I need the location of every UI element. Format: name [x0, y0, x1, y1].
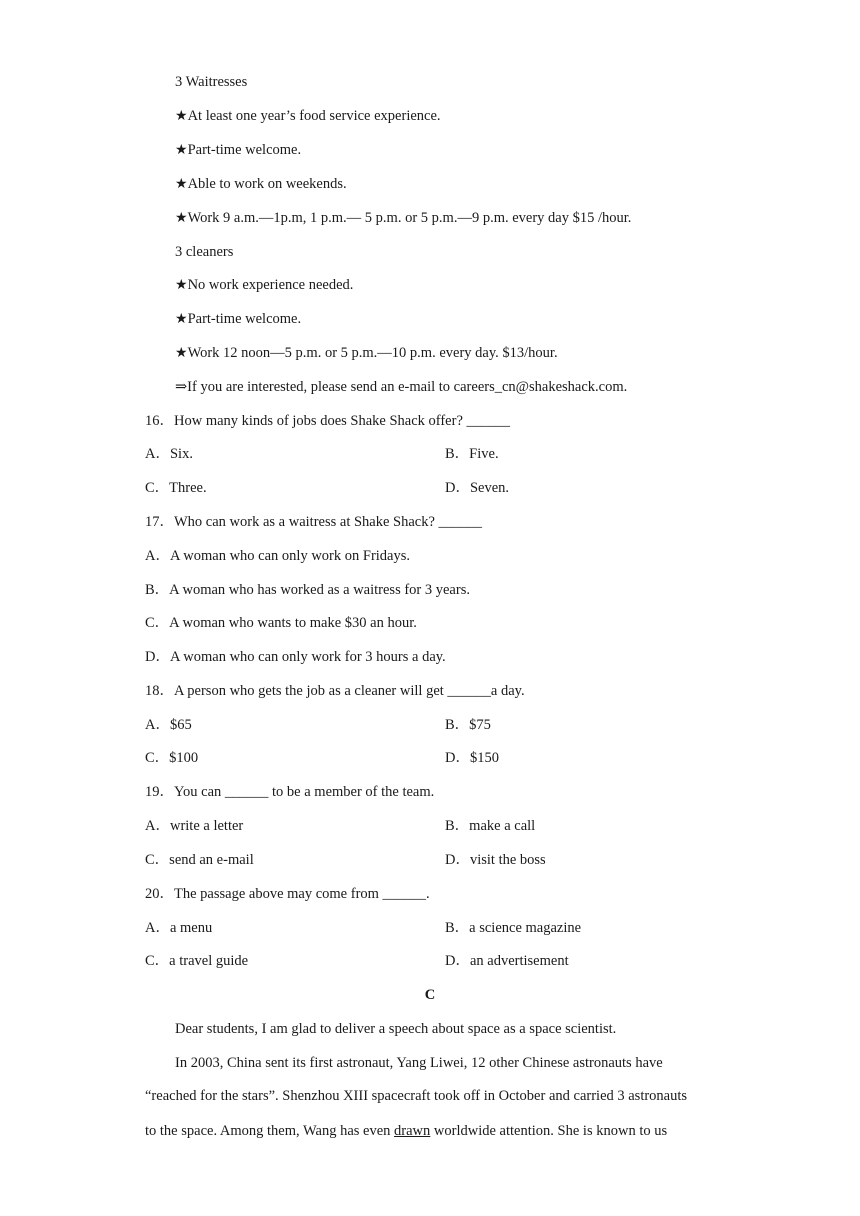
answer-option: A．write a letter: [145, 818, 244, 834]
answer-option: B．A woman who has worked as a waitress for 3 years.: [145, 582, 470, 598]
cleaner-requirement: ★Part-time welcome.: [175, 311, 302, 327]
question-stem: 19．You can ______ to be a member of the team.: [145, 784, 435, 800]
answer-option: A．a menu: [145, 920, 213, 936]
star-bullet-icon: ★: [175, 108, 188, 124]
star-bullet-icon: ★: [175, 210, 188, 226]
contact-line: ⇒If you are interested, please send an e-mail to careers_cn@shakeshack.com.: [175, 379, 628, 395]
question-stem: 16．How many kinds of jobs does Shake Shack offer? ______: [145, 413, 510, 429]
cleaner-requirement: ★Work 12 noon—5 p.m. or 5 p.m.—10 p.m. every day. $13/hour.: [175, 345, 558, 361]
waitress-requirement: ★Part-time welcome.: [175, 142, 302, 158]
passage-line: In 2003, China sent its first astronaut, Yang Liwei, 12 other Chinese astronauts have: [175, 1055, 663, 1071]
waitress-requirement: ★Able to work on weekends.: [175, 176, 347, 192]
cleaner-heading: 3 cleaners: [175, 244, 234, 260]
answer-option: C．a travel guide: [145, 953, 249, 969]
waitress-requirement: ★Work 9 a.m.—1p.m, 1 p.m.— 5 p.m. or 5 p.m.—9 p.m. every day $15 /hour.: [175, 210, 632, 226]
question-stem: 17．Who can work as a waitress at Shake Shack? ______: [145, 514, 483, 530]
section-title: C: [424, 987, 436, 1003]
answer-option: D．visit the boss: [445, 852, 546, 868]
answer-option: A．A woman who can only work on Fridays.: [145, 548, 411, 564]
answer-option: C．send an e-mail: [145, 852, 254, 868]
answer-option: D．an advertisement: [445, 953, 569, 969]
answer-option: B．a science magazine: [445, 920, 582, 936]
star-bullet-icon: ★: [175, 142, 188, 158]
answer-option: C．$100: [145, 750, 199, 766]
passage-line: “reached for the stars”. Shenzhou XIII spacecraft took off in October and carried 3 astronauts: [145, 1088, 688, 1104]
cleaner-requirement: ★No work experience needed.: [175, 277, 354, 293]
answer-option: A．$65: [145, 717, 192, 733]
star-bullet-icon: ★: [175, 345, 188, 361]
answer-option: B．Five.: [445, 446, 499, 462]
answer-option: D．A woman who can only work for 3 hours a day.: [145, 649, 446, 665]
answer-option: D．$150: [445, 750, 499, 766]
star-bullet-icon: ★: [175, 311, 188, 327]
waitress-heading: 3 Waitresses: [175, 74, 248, 90]
answer-option: D．Seven.: [445, 480, 510, 496]
question-stem: 18．A person who gets the job as a cleaner will get ______a day.: [145, 683, 525, 699]
underlined-word: drawn: [394, 1123, 431, 1139]
passage-paragraph: Dear students, I am glad to deliver a speech about space as a space scientist.: [175, 1021, 617, 1037]
answer-option: A．Six.: [145, 446, 193, 462]
answer-option: C．Three.: [145, 480, 207, 496]
answer-option: B．$75: [445, 717, 491, 733]
answer-option: B．make a call: [445, 818, 536, 834]
question-stem: 20．The passage above may come from ______.: [145, 886, 430, 902]
waitress-requirement: ★At least one year’s food service experience.: [175, 108, 441, 124]
star-bullet-icon: ★: [175, 176, 188, 192]
answer-option: C．A woman who wants to make $30 an hour.: [145, 615, 417, 631]
arrow-icon: ⇒: [175, 379, 188, 395]
star-bullet-icon: ★: [175, 277, 188, 293]
passage-line: to the space. Among them, Wang has even drawn worldwide attention. She is known to us: [145, 1123, 668, 1139]
